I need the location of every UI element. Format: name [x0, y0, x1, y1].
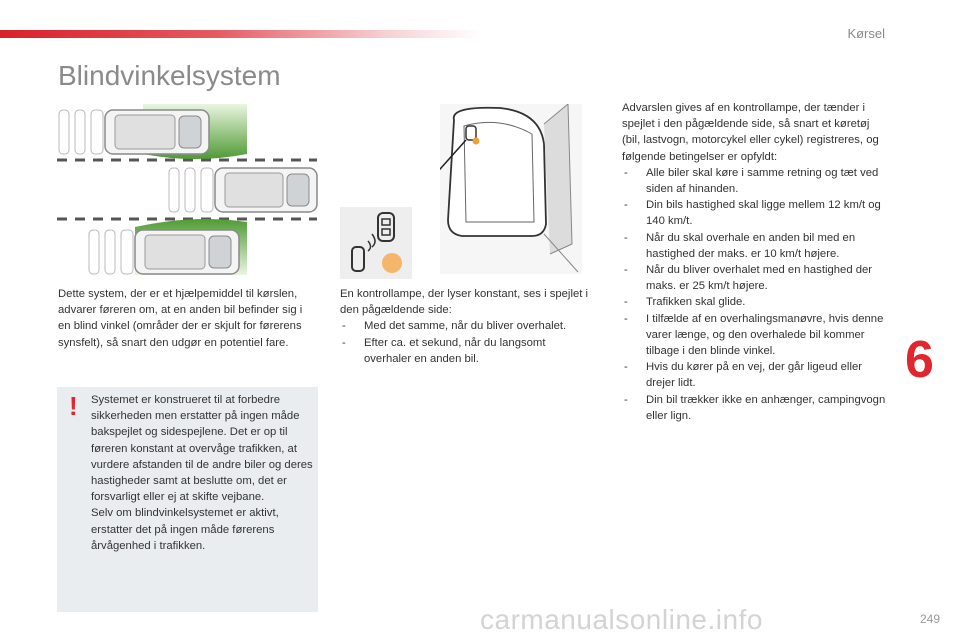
warning-note-box — [57, 387, 318, 612]
vehicle-upper — [105, 110, 209, 154]
blind-spot-illustration — [55, 102, 320, 280]
page-number: 249 — [919, 612, 940, 626]
chapter-number: 6 — [905, 331, 934, 389]
watermark-text: carmanualsonline.info — [480, 604, 763, 635]
list-item: - Trafikken skal glide. — [622, 294, 886, 310]
warning-note-text — [91, 392, 313, 554]
list-item: - Med det samme, når du bliver overhalet. — [340, 318, 595, 334]
lamp-conditions-list — [340, 318, 595, 367]
warning-note-paragraph-1: Systemet er konstrueret til at forbedre sikkerheden men erstatter på ingen måde bakspejlet og sidespejlene. Det er op til føreren konstant at overvåge trafikken, at vurdere afstanden til de andre biler og deres hastigheder samt at beslutte om, det er forsvarligt eller ej at skifte vejbane. — [91, 394, 313, 504]
list-item: - I tilfælde af en overhalingsmanøvre, hvis denne varer længe, og den overhalede bil kommer tilbage i den blinde vinkel. — [622, 311, 886, 360]
warning-lamp-icon — [382, 253, 402, 273]
lamp-description — [340, 286, 595, 367]
exclamation-icon: ! — [69, 391, 78, 421]
conditions-list — [622, 165, 886, 424]
vehicle-lower — [135, 230, 239, 274]
intro-paragraph: Dette system, der er et hjælpemiddel til kørslen, advarer føreren om, at en anden bil befinder sig i en blind vinkel (områder der er skjult for førerens synsfelt), så snart den udgør en potentiel fare. — [58, 288, 303, 349]
warning-lamp-illustration — [340, 207, 412, 279]
intro-text-left — [58, 286, 310, 351]
header-accent-bar — [0, 30, 480, 38]
list-item: - Når du bliver overhalet med en hastighed der maks. er 25 km/t højere. — [622, 262, 886, 294]
conditions-intro-paragraph: Advarslen gives af en kontrollampe, der tænder i spejlet i den pågældende side, så snart et køretøj (bil, lastvogn, motorcykel eller cykel) registreres, og følgende betingelser er opfyldt: — [622, 102, 879, 163]
list-item: - Din bils hastighed skal ligge mellem 12 km/t og 140 km/t. — [622, 197, 886, 229]
list-item: - Når du skal overhale en anden bil med en hastighed der maks. er 10 km/t højere. — [622, 230, 886, 262]
list-item: - Efter ca. et sekund, når du langsomt overhaler en anden bil. — [340, 335, 595, 367]
page-title: Blindvinkelsystem — [58, 60, 281, 91]
warning-note-paragraph-2: Selv om blindvinkelsystemet er aktivt, erstatter det på ingen måde førerens årvågenhed i trafikken. — [91, 507, 279, 552]
lamp-intro-paragraph: En kontrollampe, der lyser konstant, ses i spejlet i den pågældende side: — [340, 288, 589, 317]
list-item: - Alle biler skal køre i samme retning og tæt ved siden af hinanden. — [622, 165, 886, 197]
list-item: - Din bil trækker ikke en anhænger, campingvogn eller lign. — [622, 392, 886, 424]
section-label: Kørsel — [847, 26, 885, 41]
side-mirror-illustration — [440, 104, 582, 274]
conditions-column — [622, 100, 886, 424]
vehicle-own — [215, 168, 317, 212]
list-item: - Hvis du kører på en vej, der går ligeud eller drejer lidt. — [622, 359, 886, 391]
